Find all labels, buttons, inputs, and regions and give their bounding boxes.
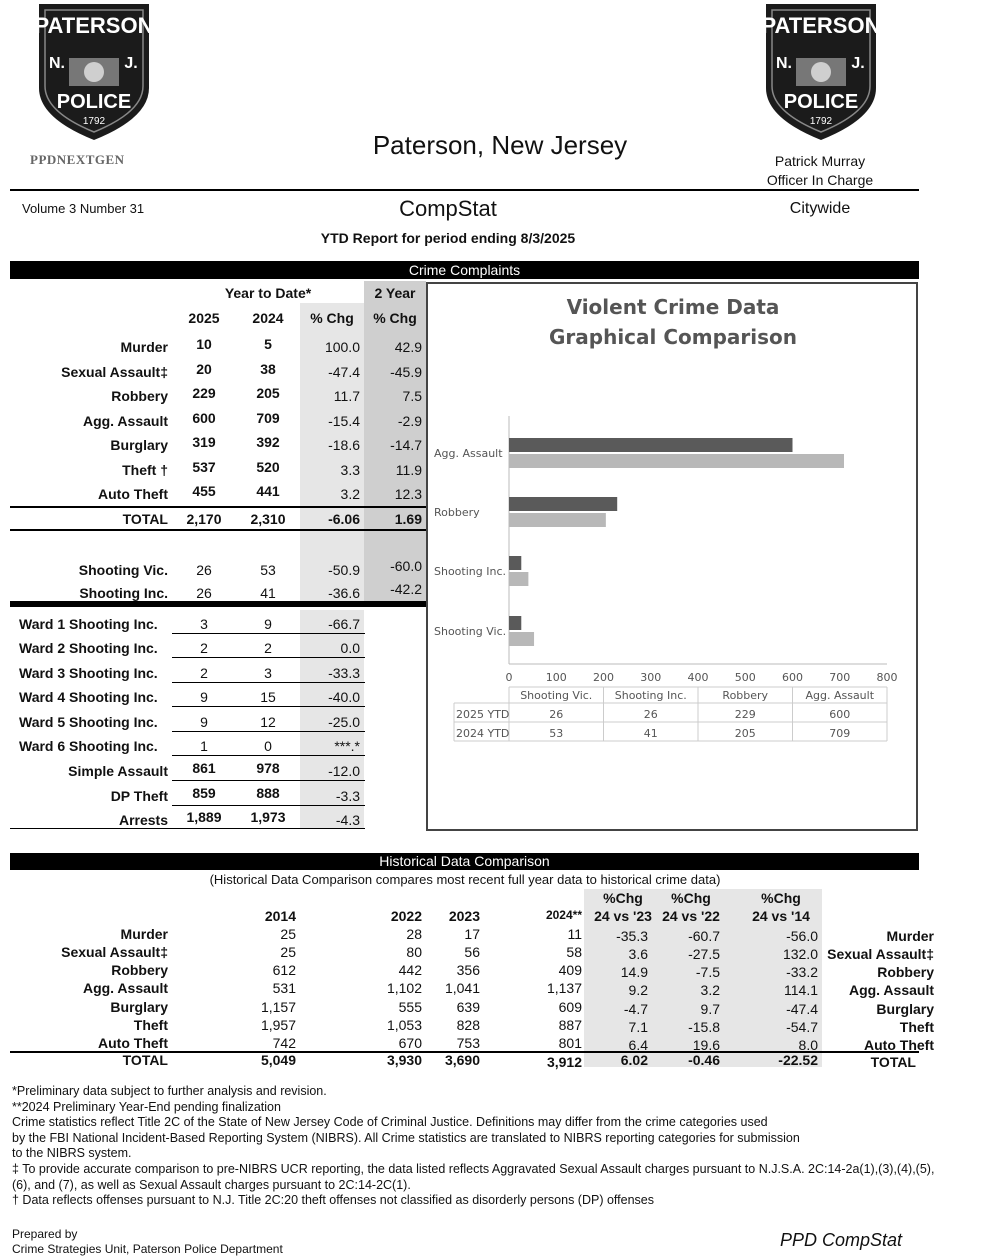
ward-row-underline bbox=[172, 657, 365, 658]
hist-row-pct1: 3.6 bbox=[628, 946, 648, 962]
chart-table-cell: 709 bbox=[829, 727, 851, 740]
hist-row-pct2: -27.5 bbox=[688, 946, 720, 962]
hist-total-pct3: -22.52 bbox=[778, 1052, 818, 1068]
chart-x-tick-label: 100 bbox=[545, 671, 567, 684]
total-2025: 2,170 bbox=[186, 511, 222, 527]
chart-bar-2025-ytd bbox=[509, 438, 793, 452]
hist-row-pct3: -56.0 bbox=[786, 928, 818, 944]
col-chg-header: % Chg bbox=[310, 310, 354, 326]
crime-row-label: Theft † bbox=[122, 462, 168, 478]
hist-row-label-right: Burglary bbox=[876, 1001, 934, 1017]
department-title: Paterson, New Jersey bbox=[372, 130, 628, 160]
hist-col-2022: 2022 bbox=[390, 908, 422, 924]
crime-row-2025: 20 bbox=[196, 361, 212, 377]
other-row-2025: 859 bbox=[192, 785, 216, 801]
hist-row-pct3: -33.2 bbox=[786, 964, 818, 980]
hist-row-label-right: Sexual Assault‡ bbox=[827, 946, 934, 962]
arrests-bottom-line bbox=[10, 828, 365, 829]
hist-row-2014: 1,957 bbox=[260, 1017, 296, 1033]
hist-row-2023: 1,041 bbox=[444, 980, 480, 996]
crime-complaints-bar: Crime Complaints bbox=[10, 261, 919, 279]
hist-row-pct2: -15.8 bbox=[688, 1019, 720, 1035]
svg-text:J.: J. bbox=[124, 55, 138, 72]
hist-row-pct3: -54.7 bbox=[786, 1019, 818, 1035]
chart-table-cell: 53 bbox=[549, 727, 564, 740]
other-row-chg: -4.3 bbox=[335, 812, 360, 828]
hist-row-pct1: -4.7 bbox=[623, 1001, 648, 1017]
chart-table-cell: 26 bbox=[643, 708, 658, 721]
pct-header-top: %Chg bbox=[761, 890, 801, 906]
hist-row-2023: 639 bbox=[456, 999, 480, 1015]
chart-table-header: Shooting Vic. bbox=[520, 689, 593, 702]
footnote-line: *Preliminary data subject to further analysis and revision. bbox=[12, 1084, 327, 1098]
chart-bar-2025-ytd bbox=[509, 616, 521, 630]
other-row-2024: 888 bbox=[256, 785, 280, 801]
svg-text:1792: 1792 bbox=[809, 116, 833, 127]
col-2025-header: 2025 bbox=[188, 310, 220, 326]
chart-table-header: Agg. Assault bbox=[805, 689, 875, 702]
ward-row-label: Ward 2 Shooting Inc. bbox=[19, 640, 158, 656]
crime-row-2yr-chg: -45.9 bbox=[390, 364, 422, 380]
pct-header-bottom: 24 vs '22 bbox=[662, 908, 720, 924]
crime-row-2yr-chg: -14.7 bbox=[390, 437, 422, 453]
hist-total-2023: 3,690 bbox=[444, 1052, 480, 1068]
volume-number: Volume 3 Number 31 bbox=[22, 201, 145, 216]
footer-brand: PPD CompStat bbox=[780, 1230, 903, 1250]
chart-bar-2024-ytd bbox=[509, 632, 534, 646]
hist-row-label: Sexual Assault‡ bbox=[61, 944, 168, 960]
footnote-line: ‡ To provide accurate comparison to pre-NIBRS UCR reporting, the data listed reflects Aggravated Sexual Assault charges pursuant to N.J.S.A. 2C:14-2a(1),(3),(4),(5), bbox=[12, 1162, 935, 1176]
chart-table-cell: 600 bbox=[829, 708, 851, 721]
hist-col-2023: 2023 bbox=[448, 908, 480, 924]
hist-row-label: Murder bbox=[120, 926, 168, 942]
crime-row-2yr-chg: 11.9 bbox=[395, 462, 422, 478]
total-chg: -6.06 bbox=[328, 511, 360, 527]
total-bottom-divider bbox=[10, 529, 426, 531]
hist-total-2014: 5,049 bbox=[260, 1052, 296, 1068]
hist-row-2024: 1,137 bbox=[546, 980, 582, 996]
crime-row-2024: 709 bbox=[256, 410, 280, 426]
hist-row-label: Auto Theft bbox=[98, 1035, 168, 1051]
hist-row-pct3: 114.1 bbox=[784, 982, 818, 998]
ward-row-chg: ***.* bbox=[334, 738, 360, 754]
hist-row-2022: 28 bbox=[406, 926, 422, 942]
hist-total-label: TOTAL bbox=[122, 1052, 168, 1068]
hist-row-pct1: 7.1 bbox=[628, 1019, 648, 1035]
other-row-label: DP Theft bbox=[110, 788, 168, 804]
footnote-line: (6), and (7), as well as Sexual Assault charges pursuant to 2C:14-2C(1). bbox=[12, 1177, 411, 1192]
crime-row-chg: 3.2 bbox=[340, 486, 360, 502]
ward-row-2025: 9 bbox=[200, 714, 208, 730]
ward-row-chg: 0.0 bbox=[340, 640, 360, 656]
shooting-row-2024: 41 bbox=[260, 585, 276, 601]
other-row-2024: 1,973 bbox=[250, 809, 286, 825]
hist-row-2014: 531 bbox=[272, 980, 296, 996]
hist-row-2024: 609 bbox=[558, 999, 582, 1015]
header-divider bbox=[10, 189, 919, 191]
prepared-unit: Crime Strategies Unit, Paterson Police Department bbox=[12, 1242, 283, 1256]
hist-row-2022: 1,053 bbox=[386, 1017, 422, 1033]
ward-row-chg: -25.0 bbox=[328, 714, 360, 730]
ward-row-2025: 1 bbox=[200, 738, 208, 754]
hist-row-label-right: Agg. Assault bbox=[848, 982, 934, 998]
chart-table-header: Robbery bbox=[722, 689, 769, 702]
hist-row-pct3: -47.4 bbox=[786, 1001, 818, 1017]
ward-row-label: Ward 4 Shooting Inc. bbox=[19, 689, 158, 705]
crime-row-label: Sexual Assault‡ bbox=[61, 364, 168, 380]
crime-row-2yr-chg: 42.9 bbox=[394, 339, 422, 355]
hist-row-pct1: -35.3 bbox=[616, 928, 648, 944]
svg-text:PATERSON: PATERSON bbox=[35, 13, 153, 38]
crime-row-2025: 229 bbox=[192, 385, 216, 401]
total-2yr-chg: 1.69 bbox=[394, 511, 422, 527]
crime-row-2yr-chg: 7.5 bbox=[402, 388, 422, 404]
hist-row-2024: 409 bbox=[558, 962, 582, 978]
chart-title-line2: Graphical Comparison bbox=[548, 325, 798, 349]
ward-row-2024: 9 bbox=[264, 616, 272, 632]
footnote-line: † Data reflects offenses pursuant to N.J. Title 2C:20 theft offenses not classified as disorderly persons (DP) offenses bbox=[12, 1193, 654, 1208]
pct-header-bottom: 24 vs '23 bbox=[594, 908, 652, 924]
hist-total-label-right: TOTAL bbox=[870, 1054, 916, 1070]
chart-table-header: Shooting Inc. bbox=[614, 689, 687, 702]
nextgen-logo-text: PPDNEXTGEN bbox=[30, 152, 125, 167]
ward-divider bbox=[10, 601, 426, 607]
chart-category-label: Shooting Inc. bbox=[434, 565, 506, 578]
crime-row-2024: 38 bbox=[260, 361, 276, 377]
hist-row-pct1: 6.4 bbox=[628, 1037, 648, 1053]
chart-x-tick-label: 300 bbox=[640, 671, 662, 684]
footnote-line: to the NIBRS system. bbox=[12, 1146, 132, 1161]
hist-row-pct2: -60.7 bbox=[688, 928, 720, 944]
hist-row-2023: 828 bbox=[456, 1017, 480, 1033]
ward-row-2024: 12 bbox=[260, 714, 276, 730]
footnote-line: Crime statistics reflect Title 2C of the State of New Jersey Code of Criminal Justice. Definitions may differ from the crime categories used bbox=[12, 1115, 768, 1130]
hist-row-2014: 742 bbox=[272, 1035, 296, 1051]
hist-row-label-right: Robbery bbox=[877, 964, 934, 980]
hist-row-label-right: Theft bbox=[899, 1019, 934, 1035]
chart-bar-2024-ytd bbox=[509, 513, 606, 527]
hist-row-2022: 555 bbox=[398, 999, 422, 1015]
badge-shield-icon bbox=[35, 0, 153, 142]
hist-row-2014: 25 bbox=[280, 944, 296, 960]
chart-category-label: Agg. Assault bbox=[434, 447, 503, 460]
hist-row-label-right: Murder bbox=[886, 928, 934, 944]
hist-row-2024: 11 bbox=[567, 926, 582, 942]
chart-table-cell: 229 bbox=[734, 708, 756, 721]
crime-row-chg: -18.6 bbox=[328, 437, 360, 453]
pct-header-top: %Chg bbox=[671, 890, 711, 906]
chart-title-line1: Violent Crime Data bbox=[566, 295, 780, 319]
chart-table-row-label: 2024 YTD bbox=[456, 727, 510, 740]
ward-row-label: Ward 3 Shooting Inc. bbox=[19, 665, 158, 681]
hist-total-2024: 3,912 bbox=[546, 1054, 582, 1070]
ward-row-label: Ward 6 Shooting Inc. bbox=[19, 738, 158, 754]
crime-row-chg: -15.4 bbox=[328, 413, 360, 429]
ward-row-2024: 15 bbox=[260, 689, 276, 705]
crime-row-chg: 100.0 bbox=[324, 339, 360, 355]
crime-row-2024: 520 bbox=[256, 459, 280, 475]
chart-x-tick-label: 0 bbox=[505, 671, 513, 684]
hist-row-label: Burglary bbox=[110, 999, 168, 1015]
chart-table-cell: 41 bbox=[643, 727, 658, 740]
ward-row-2024: 3 bbox=[264, 665, 272, 681]
crime-row-label: Agg. Assault bbox=[82, 413, 168, 429]
crime-row-label: Burglary bbox=[110, 437, 168, 453]
ward-row-2024: 0 bbox=[264, 738, 272, 754]
ward-row-label: Ward 1 Shooting Inc. bbox=[19, 616, 158, 632]
chart-category-label: Robbery bbox=[434, 506, 480, 519]
hist-row-2022: 80 bbox=[406, 944, 422, 960]
svg-text:J.: J. bbox=[851, 55, 865, 72]
ward-row-label: Ward 5 Shooting Inc. bbox=[19, 714, 158, 730]
hist-row-pct3: 8.0 bbox=[798, 1037, 818, 1053]
hist-row-2023: 56 bbox=[464, 944, 480, 960]
crime-row-2024: 392 bbox=[256, 434, 280, 450]
hist-col-2024: 2024** bbox=[545, 908, 582, 922]
hist-row-pct2: 19.6 bbox=[692, 1037, 720, 1053]
hist-row-2024: 58 bbox=[566, 944, 582, 960]
hist-row-2023: 753 bbox=[456, 1035, 480, 1051]
violent-crime-chart bbox=[426, 282, 918, 831]
ward-row-underline bbox=[172, 706, 365, 707]
prepared-by: Prepared by bbox=[12, 1227, 78, 1241]
hist-row-pct1: 9.2 bbox=[628, 982, 648, 998]
chart-bar-2025-ytd bbox=[509, 497, 617, 511]
police-badge-right bbox=[762, 0, 880, 142]
crime-row-2025: 455 bbox=[192, 483, 216, 499]
two-year-header: 2 Year bbox=[374, 285, 416, 301]
crime-row-label: Robbery bbox=[111, 388, 168, 404]
ward-row-chg: -33.3 bbox=[328, 665, 360, 681]
hist-row-pct1: 14.9 bbox=[620, 964, 648, 980]
chart-x-tick-label: 700 bbox=[829, 671, 851, 684]
chart-bar-2024-ytd bbox=[509, 572, 528, 586]
hist-total-pct2: -0.46 bbox=[688, 1052, 720, 1068]
crime-row-chg: -47.4 bbox=[328, 364, 360, 380]
crime-row-2025: 600 bbox=[192, 410, 216, 426]
hist-row-label-right: Auto Theft bbox=[864, 1037, 934, 1053]
shooting-row-2yr-chg: -60.0 bbox=[390, 558, 422, 574]
historical-subtitle: (Historical Data Comparison compares most recent full year data to historical crime data) bbox=[209, 872, 721, 887]
shooting-row-chg: -36.6 bbox=[328, 585, 360, 601]
ward-row-underline bbox=[172, 633, 365, 634]
scope-label: Citywide bbox=[789, 200, 851, 217]
chart-bar-2025-ytd bbox=[509, 556, 521, 570]
pct-header-top: %Chg bbox=[603, 890, 643, 906]
hist-row-2024: 887 bbox=[558, 1017, 582, 1033]
hist-row-pct2: 3.2 bbox=[700, 982, 720, 998]
historical-bar: Historical Data Comparison bbox=[10, 853, 919, 870]
hist-col-2014: 2014 bbox=[264, 908, 296, 924]
shooting-row-2024: 53 bbox=[260, 562, 276, 578]
hist-row-2022: 442 bbox=[398, 962, 422, 978]
svg-text:POLICE: POLICE bbox=[783, 91, 859, 113]
hist-row-label: Robbery bbox=[111, 962, 168, 978]
col-2024-header: 2024 bbox=[252, 310, 284, 326]
crime-row-chg: 3.3 bbox=[340, 462, 360, 478]
chart-x-tick-label: 200 bbox=[593, 671, 614, 684]
ward-row-2025: 2 bbox=[200, 640, 208, 656]
chart-table-cell: 205 bbox=[734, 727, 756, 740]
total-label: TOTAL bbox=[122, 511, 168, 527]
chart-category-label: Shooting Vic. bbox=[434, 625, 507, 638]
ward-row-2025: 3 bbox=[200, 616, 208, 632]
ward-row-chg: -66.7 bbox=[328, 616, 360, 632]
ward-row-underline bbox=[172, 682, 365, 683]
chart-bar-2024-ytd bbox=[509, 454, 844, 468]
other-row-chg: -3.3 bbox=[335, 788, 360, 804]
ward-row-underline bbox=[172, 755, 365, 756]
hist-row-pct3: 132.0 bbox=[782, 946, 818, 962]
col-2yr-chg-header: % Chg bbox=[373, 310, 417, 326]
police-badge-left bbox=[35, 0, 153, 142]
shooting-row-2025: 26 bbox=[196, 562, 212, 578]
chart-table-row-label: 2025 YTD bbox=[456, 708, 510, 721]
ward-row-2025: 2 bbox=[200, 665, 208, 681]
other-row-chg: -12.0 bbox=[328, 763, 360, 779]
officer-title: Officer In Charge bbox=[766, 172, 874, 188]
hist-total-2022: 3,930 bbox=[386, 1052, 422, 1068]
other-row-underline bbox=[172, 780, 365, 781]
report-name: CompStat bbox=[399, 196, 497, 221]
other-row-label: Arrests bbox=[118, 812, 168, 828]
svg-text:1792: 1792 bbox=[82, 116, 106, 127]
ward-row-2025: 9 bbox=[200, 689, 208, 705]
hist-row-2023: 17 bbox=[464, 926, 480, 942]
crime-row-2025: 319 bbox=[192, 434, 216, 450]
hist-total-pct1: 6.02 bbox=[620, 1052, 648, 1068]
other-row-label: Simple Assault bbox=[68, 763, 168, 779]
crime-row-2025: 10 bbox=[196, 336, 212, 352]
chart-table-cell: 26 bbox=[549, 708, 564, 721]
pct-header-bottom: 24 vs '14 bbox=[752, 908, 810, 924]
shooting-row-2yr-chg: -42.2 bbox=[390, 581, 422, 597]
chart-x-tick-label: 600 bbox=[782, 671, 803, 684]
crime-row-2yr-chg: -2.9 bbox=[397, 413, 422, 429]
svg-text:PATERSON: PATERSON bbox=[762, 13, 880, 38]
other-row-underline bbox=[172, 805, 365, 806]
footnote-line: **2024 Preliminary Year-End pending finalization bbox=[12, 1099, 281, 1114]
hist-row-2014: 612 bbox=[272, 962, 296, 978]
ward-row-chg: -40.0 bbox=[328, 689, 360, 705]
crime-row-2025: 537 bbox=[192, 459, 216, 475]
other-row-2025: 861 bbox=[192, 760, 216, 776]
crime-row-label: Murder bbox=[120, 339, 168, 355]
chart-x-tick-label: 500 bbox=[734, 671, 756, 684]
hist-row-label: Theft bbox=[133, 1017, 168, 1033]
officer-block bbox=[720, 152, 920, 190]
ward-row-underline bbox=[172, 731, 365, 732]
officer-name: Patrick Murray bbox=[774, 153, 866, 169]
other-row-2024: 978 bbox=[256, 760, 280, 776]
hist-row-label: Agg. Assault bbox=[82, 980, 168, 996]
footnote-line: by the FBI National Incident-Based Reporting System (NIBRS). All Crime statistics are translated to NIBRS reporting categories for submission bbox=[12, 1130, 800, 1145]
shooting-row-2025: 26 bbox=[196, 585, 212, 601]
crime-row-label: Auto Theft bbox=[98, 486, 168, 502]
total-2024: 2,310 bbox=[250, 511, 286, 527]
other-row-2025: 1,889 bbox=[186, 809, 222, 825]
hist-row-pct2: -7.5 bbox=[695, 964, 720, 980]
hist-row-2022: 1,102 bbox=[386, 980, 422, 996]
report-period: YTD Report for period ending 8/3/2025 bbox=[320, 230, 576, 246]
total-divider bbox=[10, 506, 426, 508]
badge-shield-icon bbox=[762, 0, 880, 142]
hist-row-2023: 356 bbox=[456, 962, 480, 978]
shooting-row-label: Shooting Inc. bbox=[79, 585, 168, 601]
crime-row-chg: 11.7 bbox=[333, 388, 360, 404]
ytd-header: Year to Date* bbox=[224, 285, 312, 301]
hist-row-pct2: 9.7 bbox=[700, 1001, 720, 1017]
chart-plot bbox=[428, 284, 916, 829]
hist-row-2022: 670 bbox=[398, 1035, 422, 1051]
ward-row-2024: 2 bbox=[264, 640, 272, 656]
crime-row-2024: 205 bbox=[256, 385, 280, 401]
hist-row-2024: 801 bbox=[558, 1035, 582, 1051]
shooting-row-chg: -50.9 bbox=[328, 562, 360, 578]
hist-row-2014: 25 bbox=[280, 926, 296, 942]
crime-row-2024: 5 bbox=[264, 336, 272, 352]
chart-x-tick-label: 400 bbox=[687, 671, 709, 684]
svg-text:POLICE: POLICE bbox=[56, 91, 132, 113]
crime-row-2024: 441 bbox=[256, 483, 280, 499]
svg-text:N.: N. bbox=[776, 55, 792, 72]
hist-row-2014: 1,157 bbox=[260, 999, 296, 1015]
svg-text:N.: N. bbox=[49, 55, 65, 72]
chart-x-tick-label: 800 bbox=[876, 671, 898, 684]
crime-row-2yr-chg: 12.3 bbox=[394, 486, 422, 502]
shooting-row-label: Shooting Vic. bbox=[78, 562, 168, 578]
